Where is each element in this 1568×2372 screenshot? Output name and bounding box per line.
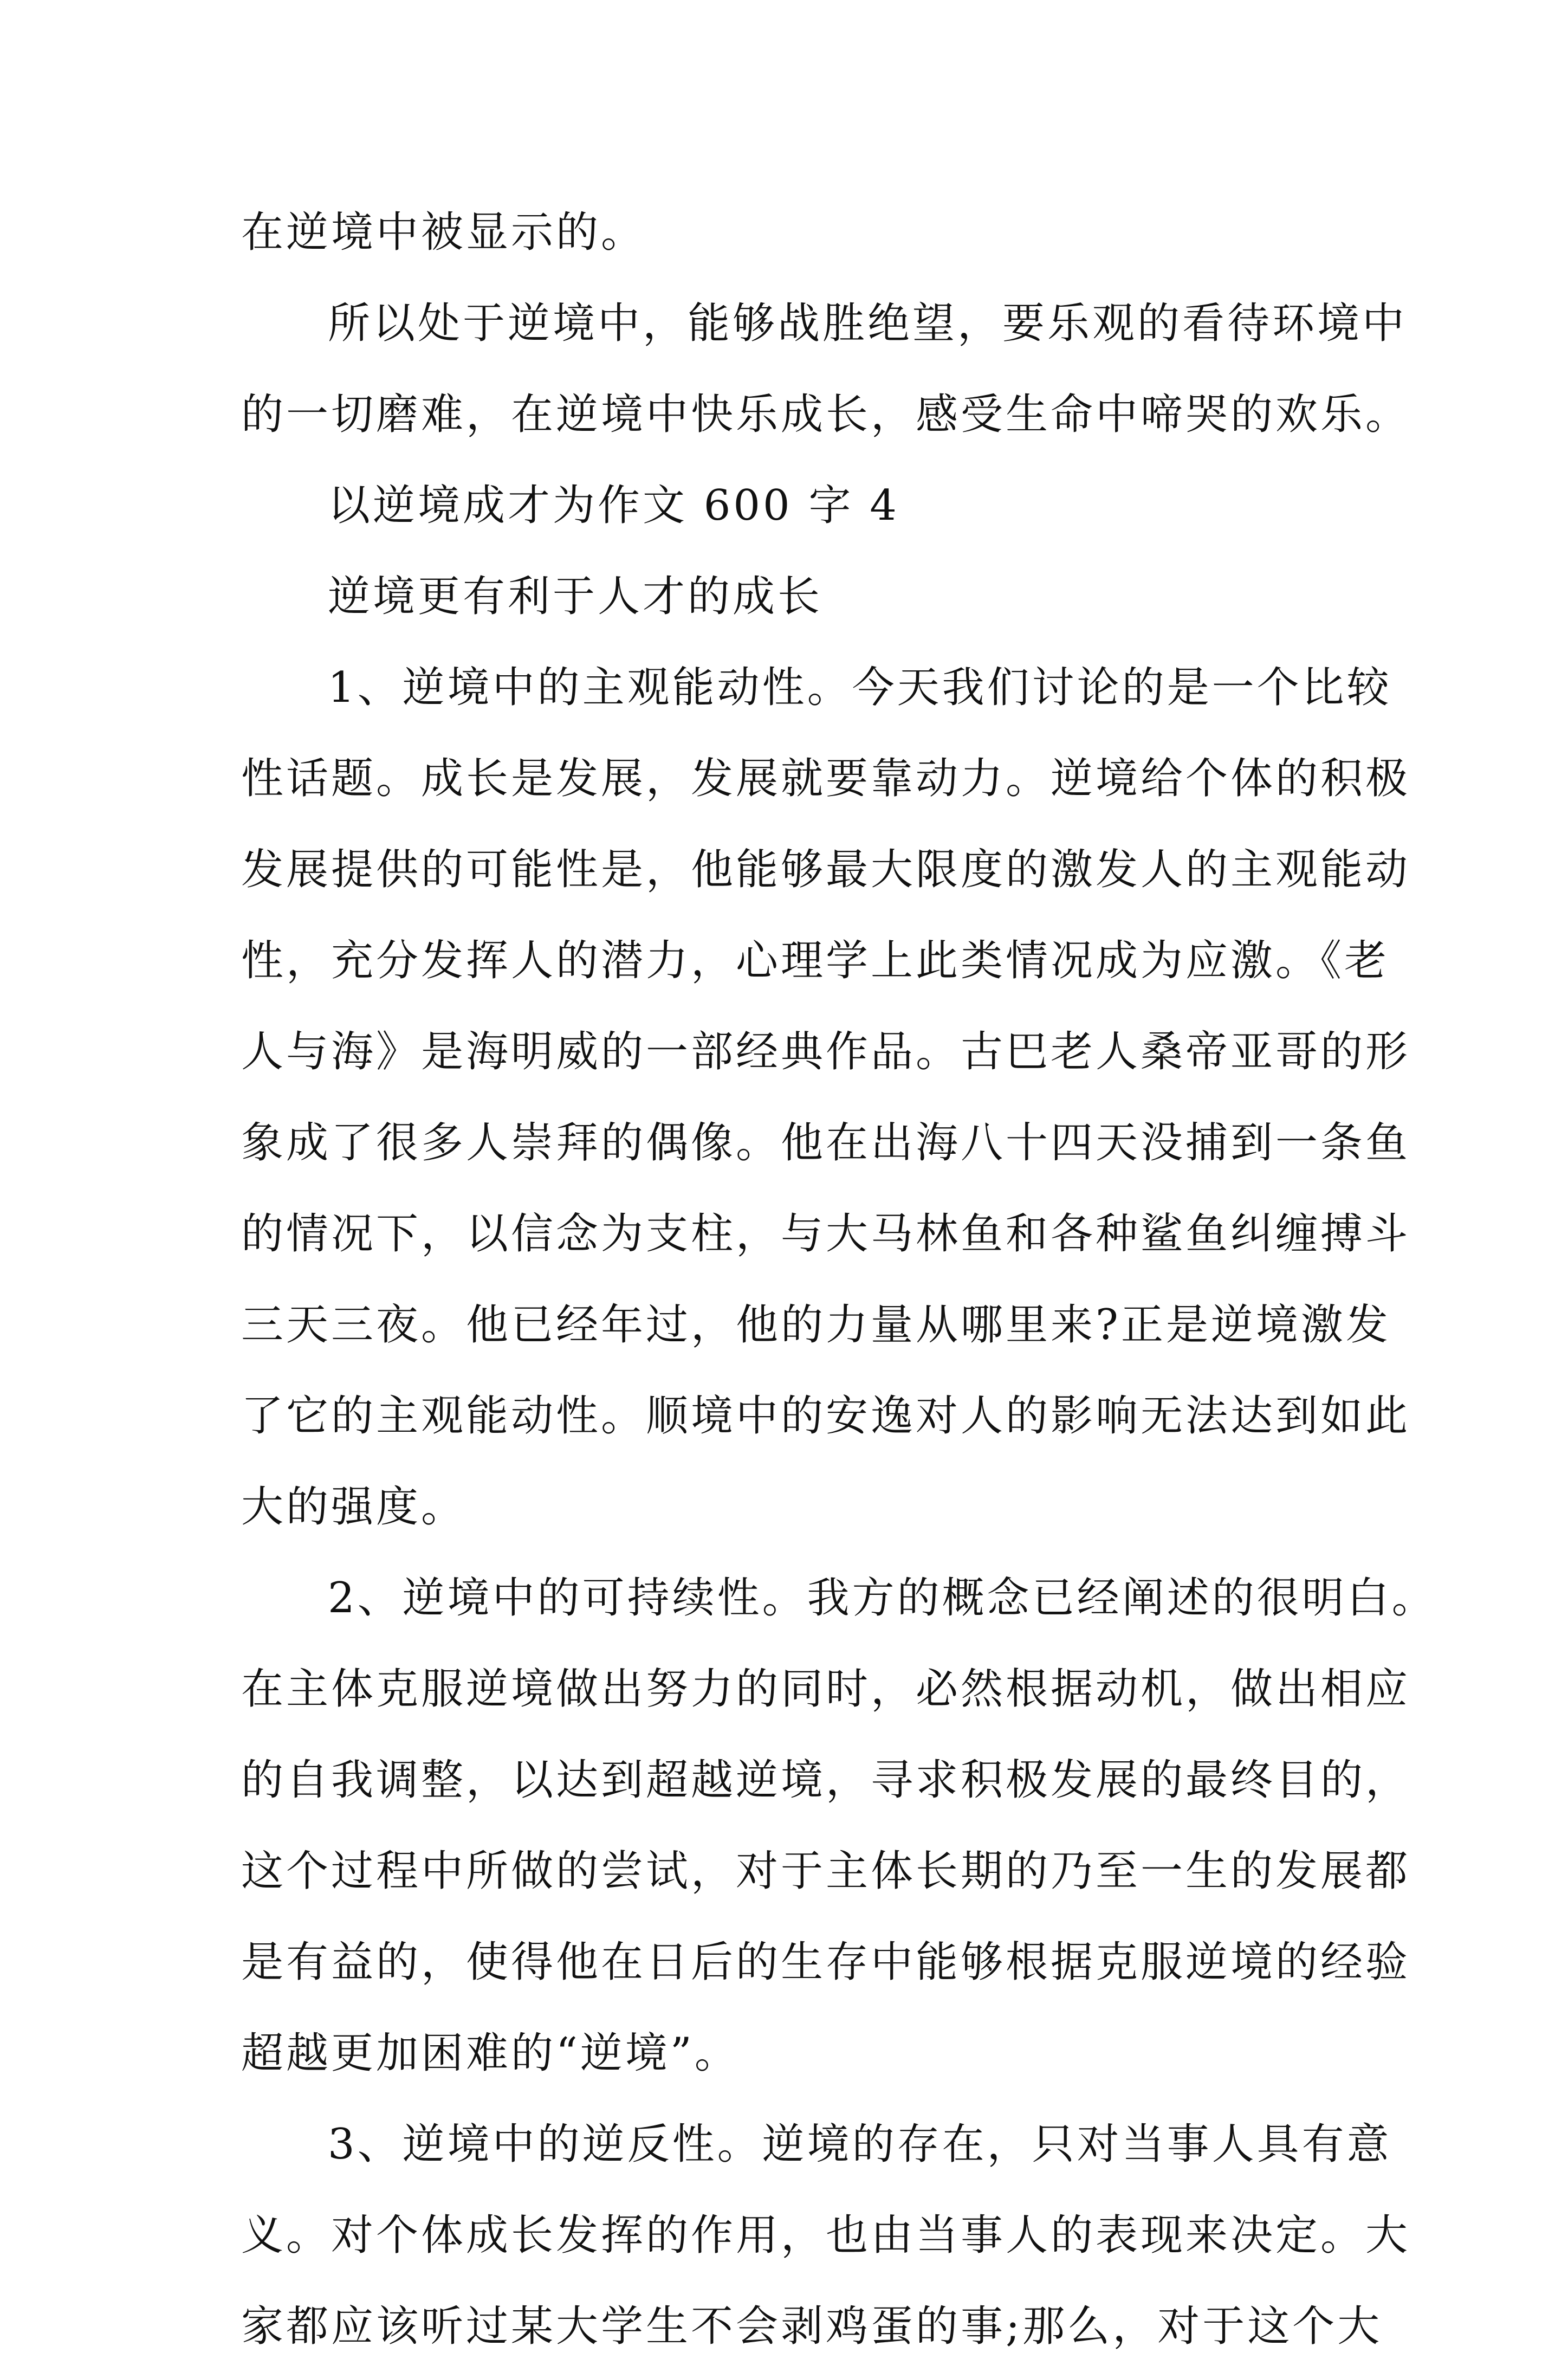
text-line: 在逆境中被显示的。	[241, 208, 646, 257]
text-line: 3、逆境中的逆反性。逆境的存在，只对当事人具有意	[328, 2120, 1392, 2169]
text-line: 超越更加困难的“逆境”。	[241, 2029, 740, 2078]
text-line: 是有益的，使得他在日后的生存中能够根据克服逆境的经验	[241, 1938, 1411, 1987]
text-line: 1、逆境中的主观能动性。今天我们讨论的是一个比较	[328, 663, 1392, 712]
text-line: 这个过程中所做的尝试，对于主体长期的乃至一生的发展都	[241, 1847, 1411, 1896]
text-line: 义。对个体成长发挥的作用，也由当事人的表现来决定。大	[241, 2211, 1411, 2260]
text-line: 了它的主观能动性。顺境中的安逸对人的影响无法达到如此	[241, 1392, 1411, 1440]
text-line: 的情况下，以信念为支柱，与大马林鱼和各种鲨鱼纠缠搏斗	[241, 1210, 1411, 1258]
text-line: 逆境更有利于人才的成长	[328, 572, 823, 621]
text-line: 在主体克服逆境做出努力的同时，必然根据动机，做出相应	[241, 1665, 1411, 1714]
text-line: 大的强度。	[241, 1483, 466, 1531]
document-body	[241, 187, 1437, 2372]
text-line: 象成了很多人崇拜的偶像。他在出海八十四天没捕到一条鱼	[241, 1119, 1411, 1167]
text-line: 人与海》是海明威的一部经典作品。古巴老人桑帝亚哥的形	[241, 1027, 1411, 1076]
text-line: 性话题。成长是发展，发展就要靠动力。逆境给个体的积极	[241, 754, 1411, 803]
text-line: 性，充分发挥人的潜力，心理学上此类情况成为应激。《老	[241, 936, 1390, 985]
text-line: 的一切磨难，在逆境中快乐成长，感受生命中啼哭的欢乐。	[241, 390, 1411, 439]
text-line: 发展提供的可能性是，他能够最大限度的激发人的主观能动	[241, 845, 1411, 894]
text-line: 2、逆境中的可持续性。我方的概念已经阐述的很明白。	[328, 1574, 1437, 1623]
text-line: 的自我调整，以达到超越逆境，寻求积极发展的最终目的，	[241, 1756, 1411, 1805]
text-line: 三天三夜。他已经年过，他的力量从哪里来?正是逆境激发	[241, 1301, 1391, 1349]
text-line: 以逆境成才为作文 600 字 4	[328, 481, 899, 530]
text-line: 家都应该听过某大学生不会剥鸡蛋的事;那么，对于这个大	[241, 2302, 1383, 2351]
text-line: 所以处于逆境中，能够战胜绝望，要乐观的看待环境中	[328, 299, 1408, 348]
